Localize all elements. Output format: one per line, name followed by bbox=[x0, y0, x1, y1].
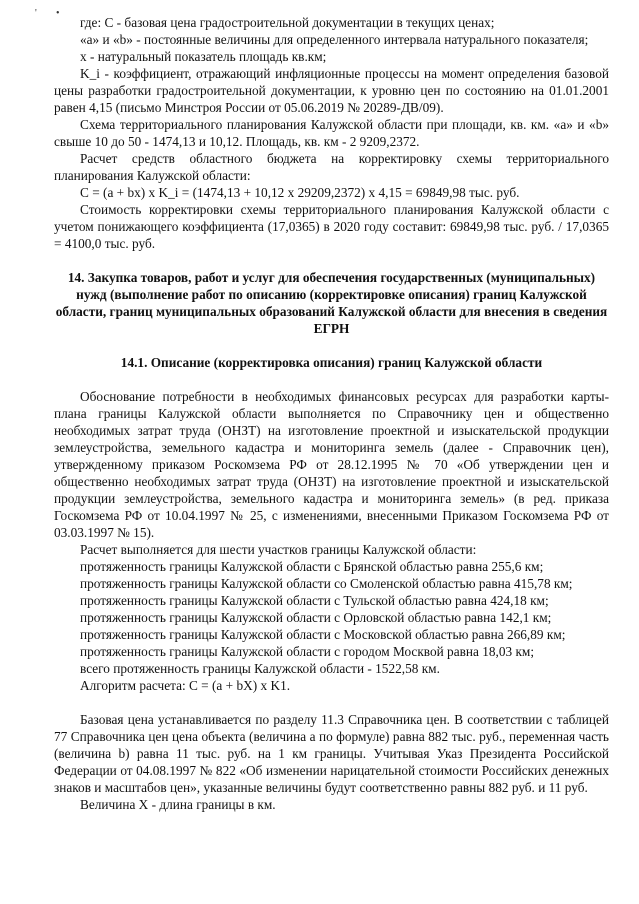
definition-ki: K_i - коэффициент, отражающий инфляционные процессы на момент определения базовой цены разработки градостроительной документации, к уровню цен по состоянию на 01.01.2001 равен 4,15 (письмо Минстроя России от 05.06.2019 № 20289-ДВ/09). bbox=[54, 66, 609, 115]
subsection-heading: 14.1. Описание (корректировка описания) границ Калужской области bbox=[120, 355, 543, 370]
border-tula: протяженность границы Калужской области с Тульской областью равна 424,18 км; bbox=[80, 593, 549, 608]
scan-mark-right: • bbox=[56, 8, 60, 19]
scan-mark-left: ' bbox=[35, 8, 37, 19]
budget-formula: C = (a + bx) x K_i = (1474,13 + 10,12 x 29209,2372) x 4,15 = 69849,98 тыс. руб. bbox=[80, 185, 520, 200]
budget-calc-intro: Расчет средств областного бюджета на корректировку схемы территориального планирования Калужской области: bbox=[54, 151, 609, 183]
base-price-paragraph: Базовая цена устанавливается по разделу 11.3 Справочника цен. В соответствии с таблицей 77 Справочника цен цена объекта (величина а по формуле) равна 882 тыс. руб., переменная часть (величина b) равна 11 тыс. руб. на 1 км границы. Учитывая Указ Президента Российской Федерации от 04.08.1997 № 822 «Об изменении нарицательной стоимости Российских денежных знаков и масштабов цен», указанные величины будут соответственно равны 882 руб. и 11 руб. bbox=[54, 712, 609, 795]
border-moscow-oblast: протяженность границы Калужской области с Московской областью равна 266,89 км; bbox=[80, 627, 566, 642]
correction-cost-paragraph: Стоимость корректировки схемы территориального планирования Калужской области с учетом понижающего коэффициента (17,0365) в 2020 году составит: 69849,98 тыс. руб. / 17,0365 = 4100,0 тыс. руб. bbox=[54, 202, 609, 251]
x-definition: Величина X - длина границы в км. bbox=[80, 797, 276, 812]
definition-c: где: C - базовая цена градостроительной документации в текущих ценах; bbox=[80, 15, 495, 30]
definition-a-b: «а» и «b» - постоянные величины для определенного интервала натурального показателя; bbox=[80, 32, 589, 47]
section-heading: 14. Закупка товаров, работ и услуг для обеспечения государственных (муниципальных) нужд (выполнение работ по описанию (корректировке описания) границ Калужской области, границ муниципальных образований Калужской области для внесения в сведения ЕГРН bbox=[55, 270, 608, 336]
border-total: всего протяженность границы Калужской области - 1522,58 км. bbox=[80, 661, 440, 676]
scheme-area-paragraph: Схема территориального планирования Калужской области при площади, кв. км. «а» и «b» свыше 10 до 50 - 1474,13 и 10,12. Площадь, кв. км - 2 9209,2372. bbox=[54, 117, 609, 149]
border-oryol: протяженность границы Калужской области с Орловской областью равна 142,1 км; bbox=[80, 610, 552, 625]
algorithm-formula: Алгоритм расчета: C = (a + bX) x K1. bbox=[80, 678, 291, 693]
justification-paragraph: Обоснование потребности в необходимых финансовых ресурсах для разработки карты-плана границы Калужской области выполняется по Справочнику цен и общественно необходимых затрат труда (ОНЗТ) на изготовление проектной и изыскательской продукции землеустройства, земельного кадастра и мониторинга земель (далее - Справочник цен), утвержденному приказом Роскомзема РФ от 28.12.1995 № 70 «Об утверждении цен и общественно необходимых затрат труда (ОНЗТ) на изготовление проектной и изыскательской продукции землеустройства, земельного кадастра и мониторинга земель» (в ред. приказа Госкомзема РФ от 10.04.1997 № 25, с изменениями, внесенными Приказом Госкомзема РФ от 03.03.1997 № 15). bbox=[54, 389, 609, 540]
border-bryansk: протяженность границы Калужской области с Брянской областью равна 255,6 км; bbox=[80, 559, 544, 574]
border-smolensk: протяженность границы Калужской области со Смоленской областью равна 415,78 км; bbox=[80, 576, 573, 591]
calc-sections-intro: Расчет выполняется для шести участков границы Калужской области: bbox=[80, 542, 477, 557]
document-body bbox=[54, 14, 609, 813]
definition-x: x - натуральный показатель площадь кв.км; bbox=[80, 49, 327, 64]
border-moscow-city: протяженность границы Калужской области с городом Москвой равна 18,03 км; bbox=[80, 644, 535, 659]
spacer bbox=[54, 694, 609, 711]
